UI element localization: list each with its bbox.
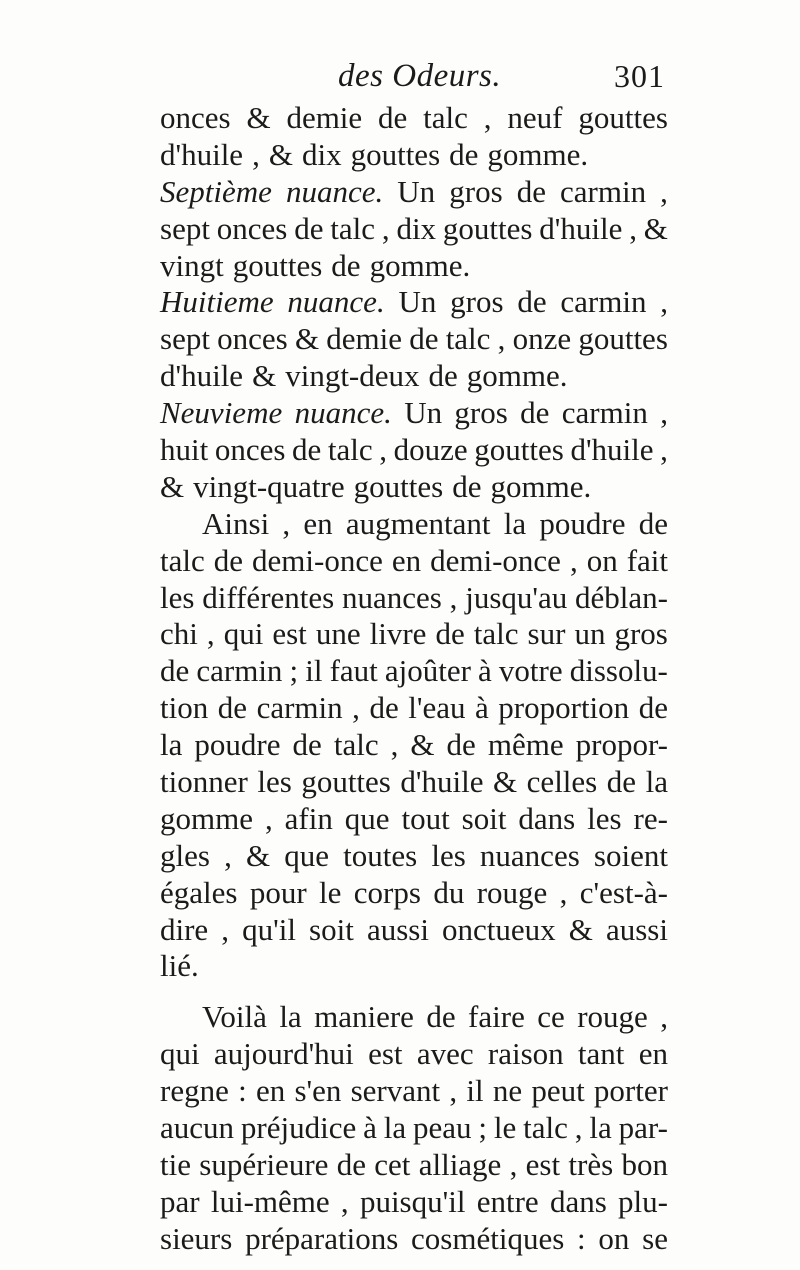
word: à — [475, 690, 489, 726]
word: servant — [350, 1073, 441, 1109]
word: , — [660, 999, 668, 1035]
word: lié. — [160, 948, 199, 984]
word: de — [452, 468, 482, 504]
word: ; — [289, 653, 299, 689]
word: ajoûter — [384, 653, 471, 689]
nuance-heading-word: Neuvieme — [160, 395, 283, 431]
page-number: 301 — [614, 58, 665, 94]
word: est — [525, 1146, 561, 1182]
word: poudre — [194, 727, 281, 763]
text-line-27 — [160, 1073, 668, 1110]
word: qui — [223, 616, 264, 652]
text-line-5 — [160, 248, 668, 285]
body-text — [160, 100, 668, 1258]
word: talc — [473, 616, 519, 652]
word: on — [586, 542, 618, 578]
word: aussi — [605, 911, 668, 947]
line-words — [202, 999, 668, 1036]
word: tant — [577, 1036, 625, 1072]
word: onctueux — [442, 911, 556, 947]
word: de — [294, 210, 324, 246]
text-line-21 — [160, 838, 668, 875]
word: gomme. — [369, 247, 471, 283]
word: votre — [498, 653, 563, 689]
word: vingt-deux — [285, 358, 420, 394]
word: plu- — [618, 1183, 668, 1219]
word: la — [503, 505, 527, 541]
word: & — [246, 100, 271, 135]
word: déblan- — [575, 579, 668, 615]
word: lui-même — [210, 1183, 330, 1219]
word: onces — [217, 321, 288, 357]
word: par- — [618, 1110, 668, 1146]
word: aujourd'hui — [213, 1036, 354, 1072]
nuance-heading-word: Huitieme — [160, 284, 274, 320]
word: d'huile — [570, 432, 654, 468]
nuance-heading-word: nuance. — [287, 284, 385, 320]
word: d'huile — [160, 136, 244, 172]
word: égales — [160, 874, 238, 910]
text-line-3 — [160, 174, 668, 211]
word: , — [224, 837, 232, 873]
word: tout — [401, 800, 450, 836]
word: d'huile — [400, 764, 484, 800]
word: vingt-quatre — [193, 468, 345, 504]
word: une — [315, 616, 361, 652]
word: regne — [160, 1073, 229, 1109]
word: dans — [518, 800, 576, 836]
word: & — [568, 911, 593, 947]
word: maniere — [314, 999, 414, 1035]
running-head-title: des Odeurs. — [338, 58, 502, 94]
word: raison — [487, 1036, 564, 1072]
word: d'huile — [160, 358, 244, 394]
word: gouttes — [350, 136, 441, 172]
word: de — [369, 690, 399, 726]
word: gouttes — [301, 764, 391, 800]
word: neuf — [507, 100, 563, 135]
word: & — [245, 837, 271, 873]
text-line-22 — [160, 875, 668, 912]
word: gouttes — [474, 432, 564, 468]
text-line-4 — [160, 211, 668, 248]
word: les — [257, 764, 292, 800]
word: d'huile — [539, 210, 623, 246]
word: un — [574, 616, 606, 652]
word: : — [238, 1073, 247, 1109]
word: vingt — [160, 247, 224, 283]
word: talc — [327, 432, 373, 468]
word: il — [466, 1073, 484, 1109]
word: en — [255, 1073, 286, 1109]
word: est — [272, 616, 307, 652]
word: la — [589, 1110, 612, 1146]
word: , — [340, 1183, 349, 1219]
word: de — [426, 999, 456, 1035]
word: qui — [160, 1036, 200, 1072]
word: , — [449, 1073, 458, 1109]
word: rouge — [476, 874, 548, 910]
word: gomme — [160, 800, 253, 836]
word: onze — [512, 321, 572, 357]
word: du — [433, 874, 465, 910]
word: , — [569, 542, 578, 578]
word: très — [568, 1146, 614, 1182]
word: ; — [478, 1110, 488, 1146]
word: , — [264, 800, 273, 836]
nuance-heading-word: nuance. — [285, 173, 384, 209]
word: dans — [549, 1183, 607, 1219]
word: la — [279, 999, 302, 1035]
text-line-15 — [160, 616, 668, 653]
text-line-24 — [160, 948, 668, 985]
word: gouttes — [578, 100, 668, 135]
word: dissolu- — [569, 653, 668, 689]
word: , — [379, 432, 388, 468]
word: à — [363, 1110, 377, 1146]
word: par — [160, 1183, 200, 1219]
word: les — [160, 579, 195, 615]
word: Voilà — [202, 999, 267, 1035]
word: livre — [369, 616, 427, 652]
word: demi-once — [252, 542, 383, 578]
word: talc — [160, 542, 205, 578]
word: , — [574, 1110, 583, 1146]
word: de — [446, 727, 476, 763]
word: pour — [249, 874, 307, 910]
word: , — [660, 432, 668, 468]
word: l'eau — [408, 690, 466, 726]
word: tionner — [160, 764, 248, 800]
paragraph-indent — [160, 999, 202, 1036]
word: cet — [374, 1146, 411, 1182]
word: huit — [160, 432, 209, 468]
text-line-29 — [160, 1147, 668, 1184]
word: carmin — [560, 284, 647, 320]
word: de — [449, 136, 479, 172]
word: talc — [330, 210, 376, 246]
word: sept — [160, 210, 210, 246]
text-line-9 — [160, 395, 668, 432]
text-line-2 — [160, 137, 668, 174]
word: se — [642, 1220, 668, 1256]
word: talc — [423, 100, 468, 135]
word: la — [160, 727, 183, 763]
word: , — [509, 1146, 518, 1182]
word: poudre — [539, 505, 626, 541]
nuance-heading-word: nuance. — [294, 395, 392, 431]
word: de — [638, 690, 668, 726]
word: nuances — [479, 837, 580, 873]
word: de — [520, 395, 550, 431]
word: , — [390, 727, 399, 763]
word: demi-once — [430, 542, 561, 578]
word: onces — [214, 432, 286, 468]
word: ne — [492, 1073, 523, 1109]
word: le — [493, 1110, 517, 1146]
word: peut — [531, 1073, 585, 1109]
word: afin — [284, 800, 333, 836]
word: & — [160, 468, 185, 504]
word: propor- — [575, 727, 668, 763]
word: & — [252, 358, 277, 394]
word: aussi — [366, 911, 429, 947]
text-line-8 — [160, 358, 668, 395]
word: le — [319, 874, 342, 910]
line-words — [202, 506, 668, 543]
word: dix — [396, 210, 437, 246]
word: de — [292, 432, 322, 468]
word: carmin — [561, 395, 648, 431]
word: de — [160, 653, 190, 689]
word: gomme. — [490, 468, 592, 504]
word: c'est-à- — [579, 874, 668, 910]
word: , — [381, 210, 390, 246]
word: à — [478, 653, 492, 689]
word: en — [391, 542, 422, 578]
word: , — [559, 874, 568, 910]
word: , — [352, 690, 360, 726]
word: de — [517, 284, 547, 320]
word: est — [368, 1036, 403, 1072]
text-line-20 — [160, 801, 668, 838]
word: onces — [216, 210, 288, 246]
word: sieurs — [160, 1220, 233, 1256]
nuance-heading-word: Septième — [160, 173, 272, 209]
word: différentes — [202, 579, 335, 615]
word: jusqu'au — [465, 579, 568, 615]
word: de — [409, 321, 439, 357]
word: , — [221, 911, 230, 947]
word: préjudice — [240, 1110, 357, 1146]
word: , — [483, 100, 492, 135]
word: cosmétiques — [411, 1220, 565, 1256]
word: de — [428, 358, 458, 394]
word: & — [493, 764, 518, 800]
word: de — [336, 1146, 366, 1182]
word: demie — [286, 100, 363, 135]
word: re- — [633, 800, 668, 836]
word: augmentant — [345, 505, 491, 541]
word: celles — [526, 764, 598, 800]
word: , — [282, 505, 291, 541]
word: de — [213, 542, 244, 578]
word: , — [252, 136, 260, 172]
word: douze — [393, 432, 468, 468]
text-line-13 — [160, 543, 668, 580]
word: & — [268, 136, 293, 172]
word: que — [284, 837, 329, 873]
word: talc — [445, 321, 491, 357]
word: avec — [416, 1036, 474, 1072]
word: on — [598, 1220, 630, 1256]
word: toutes — [343, 837, 418, 873]
word: Un — [397, 173, 436, 209]
word: fait — [626, 542, 668, 578]
word: ce — [537, 999, 565, 1035]
word: il — [305, 653, 323, 689]
word: gouttes — [232, 247, 323, 283]
word: faire — [468, 999, 525, 1035]
word: aucun — [160, 1110, 235, 1146]
word: gomme. — [466, 358, 568, 394]
word: Un — [404, 395, 443, 431]
word: , — [660, 395, 668, 431]
word: rouge — [577, 999, 648, 1035]
word: , — [660, 284, 668, 320]
word: proportion — [498, 690, 630, 726]
word: alliage — [418, 1146, 502, 1182]
word: demie — [326, 321, 403, 357]
word: , — [206, 616, 215, 652]
word: : — [577, 1220, 586, 1256]
word: gouttes — [353, 468, 444, 504]
text-line-6 — [160, 284, 668, 321]
word: la — [645, 764, 668, 800]
word: tion — [160, 690, 209, 726]
word: gros — [454, 395, 508, 431]
paragraph-indent — [160, 506, 202, 543]
word: de — [378, 100, 408, 135]
word: de — [217, 690, 248, 726]
word: gomme. — [487, 136, 589, 172]
word: gros — [450, 284, 504, 320]
word: soit — [461, 800, 507, 836]
word: sept — [160, 321, 210, 357]
word: en — [638, 1036, 668, 1072]
running-head — [160, 58, 665, 102]
word: carmin — [196, 653, 283, 689]
text-line-17 — [160, 690, 668, 727]
word: talc — [523, 1110, 568, 1146]
word: préparations — [245, 1220, 399, 1256]
word: de — [638, 505, 668, 541]
word: les — [587, 800, 622, 836]
word: de — [435, 616, 465, 652]
word: & — [294, 321, 320, 357]
word: gouttes — [578, 321, 668, 357]
word: tie — [160, 1146, 191, 1182]
word: corps — [353, 874, 421, 910]
word: gles — [160, 837, 210, 873]
word: puisqu'il — [359, 1183, 466, 1219]
word: & — [643, 210, 668, 246]
word: en — [303, 505, 333, 541]
word: s'en — [294, 1073, 342, 1109]
word: gros — [614, 616, 668, 652]
word: de — [606, 764, 637, 800]
word: qu'il — [242, 911, 296, 947]
text-line-25 — [160, 999, 668, 1036]
word: Un — [398, 284, 437, 320]
word: faut — [329, 653, 378, 689]
text-line-16 — [160, 653, 668, 690]
word: onces — [160, 100, 231, 135]
text-line-23 — [160, 912, 668, 949]
word: la — [383, 1110, 407, 1146]
word: sur — [527, 616, 566, 652]
word: supérieure — [199, 1146, 329, 1182]
text-line-28 — [160, 1110, 668, 1147]
text-line-12 — [160, 506, 668, 543]
text-line-31 — [160, 1221, 668, 1258]
text-line-11 — [160, 469, 668, 506]
word: gouttes — [442, 210, 533, 246]
word: soit — [309, 911, 354, 947]
text-line-10 — [160, 432, 668, 469]
word: même — [487, 727, 564, 763]
word: dire — [160, 911, 209, 947]
text-line-19 — [160, 764, 668, 801]
word: , — [629, 210, 637, 246]
text-line-14 — [160, 580, 668, 617]
word: & — [410, 727, 435, 763]
word: , — [449, 579, 458, 615]
word: carmin — [560, 173, 647, 209]
word: chi — [160, 616, 198, 652]
text-line-1 — [160, 100, 668, 137]
word: , — [660, 173, 668, 209]
word: peau — [413, 1110, 472, 1146]
text-line-7 — [160, 321, 668, 358]
word: Ainsi — [202, 505, 270, 541]
text-line-30 — [160, 1184, 668, 1221]
word: entre — [476, 1183, 539, 1219]
word: de — [331, 247, 361, 283]
text-line-26 — [160, 1036, 668, 1073]
word: porter — [593, 1073, 668, 1109]
word: , — [497, 321, 506, 357]
word: de — [292, 727, 322, 763]
word: bon — [621, 1146, 668, 1182]
word: nuances — [342, 579, 442, 615]
word: que — [344, 800, 390, 836]
word: les — [431, 837, 466, 873]
word: gros — [449, 173, 503, 209]
word: soient — [593, 837, 668, 873]
word: dix — [301, 136, 342, 172]
word: de — [516, 173, 546, 209]
text-line-18 — [160, 727, 668, 764]
word: carmin — [256, 690, 343, 726]
word: talc — [333, 727, 379, 763]
